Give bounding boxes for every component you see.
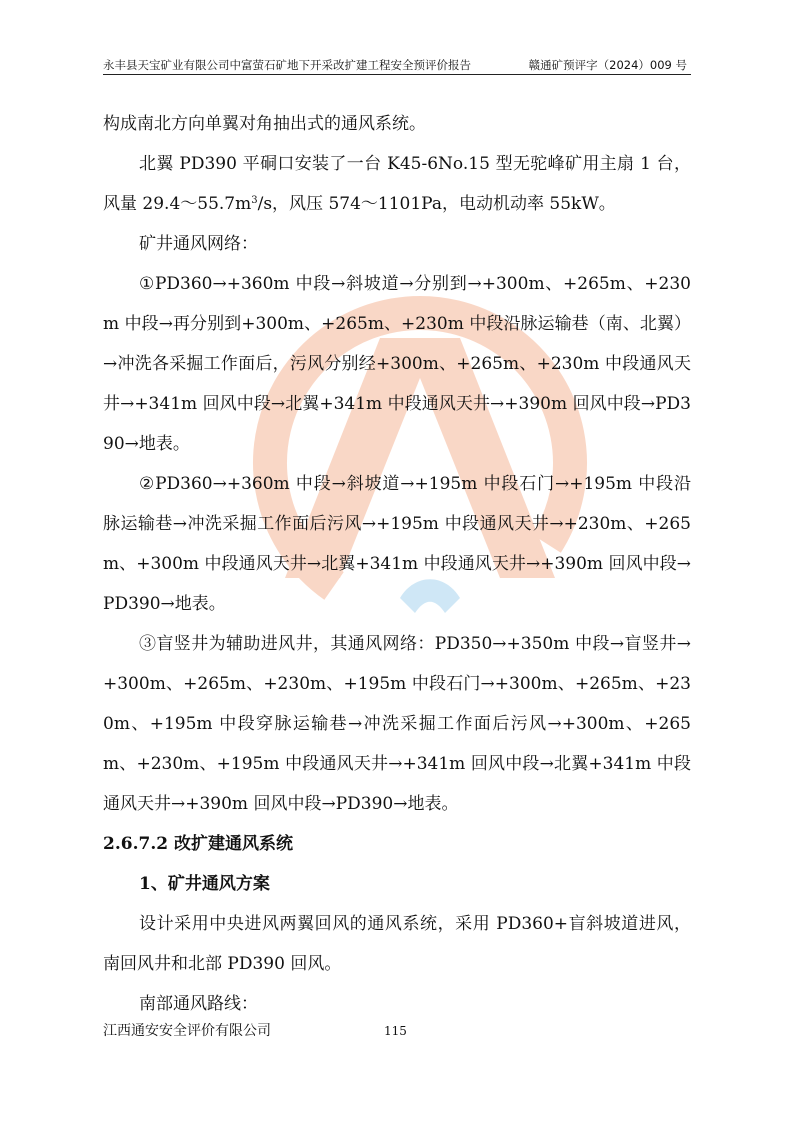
paragraph-network-label: 矿井通风网络： bbox=[139, 234, 258, 254]
header-report-title: 永丰县天宝矿业有限公司中富萤石矿地下开采改扩建工程安全预评价报告 bbox=[103, 58, 471, 72]
paragraph-network-route-1: ①PD360→+360m 中段→斜坡道→分别到→+300m、+265m、+230m 中段→再分别到+300m、+265m、+230m 中段沿脉运输巷（南、北翼）→冲洗各采掘工作面后，污风分别经+300m、+265m、+230m 中段通风天井→+341m 回风中段→北翼+341m 中段通风天井→+390m 回风中段→PD390→地表。 bbox=[103, 274, 691, 454]
paragraph-design-plan: 设计采用中央进风两翼回风的通风系统，采用 PD360+盲斜坡道进风，南回风井和北部 PD390 回风。 bbox=[103, 914, 691, 974]
paragraph-fan-specs bbox=[103, 144, 691, 224]
page-header bbox=[103, 56, 691, 74]
fan-specs-text: 北翼 PD390 平硐口安装了一台 K45-6No.15 型无驼峰矿用主扇 1 台，风量 29.4～55.7m bbox=[103, 154, 691, 214]
header-rule bbox=[103, 74, 691, 75]
section-heading: 2.6.7.2 改扩建通风系统 bbox=[103, 834, 293, 854]
paragraph-network-route-2: ②PD360→+360m 中段→斜坡道→+195m 中段石门→+195m 中段沿脉运输巷→冲洗采掘工作面后污风→+195m 中段通风天井→+230m、+265m、+300m 中段通风天井→北翼+341m 中段通风天井→+390m 回风中段→PD390→地表。 bbox=[103, 474, 691, 614]
sub-heading: 1、矿井通风方案 bbox=[139, 874, 270, 894]
body-text bbox=[103, 104, 691, 1024]
header-document-number: 赣通矿预评字（2024）009 号 bbox=[528, 58, 687, 72]
fan-specs-text-end: /s，风压 574～1101Pa，电动机动率 55kW。 bbox=[257, 194, 616, 214]
paragraph-south-route-label: 南部通风路线： bbox=[139, 994, 258, 1014]
paragraph-ventilation-system: 构成南北方向单翼对角抽出式的通风系统。 bbox=[103, 114, 426, 134]
footer-company-name: 江西通安安全评价有限公司 bbox=[103, 1023, 271, 1039]
paragraph-network-route-3: ③盲竖井为辅助进风井，其通风网络：PD350→+350m 中段→盲竖井→+300m、+265m、+230m、+195m 中段石门→+300m、+265m、+230m、+195m 中段穿脉运输巷→冲洗采掘工作面后污风→+300m、+265m、+230m、+195m 中段通风天井→+341m 回风中段→北翼+341m 中段通风天井→+390m 回风中段→PD390→地表。 bbox=[103, 634, 691, 814]
cubic-superscript: 3 bbox=[251, 195, 258, 206]
page-number: 115 bbox=[384, 1024, 407, 1038]
